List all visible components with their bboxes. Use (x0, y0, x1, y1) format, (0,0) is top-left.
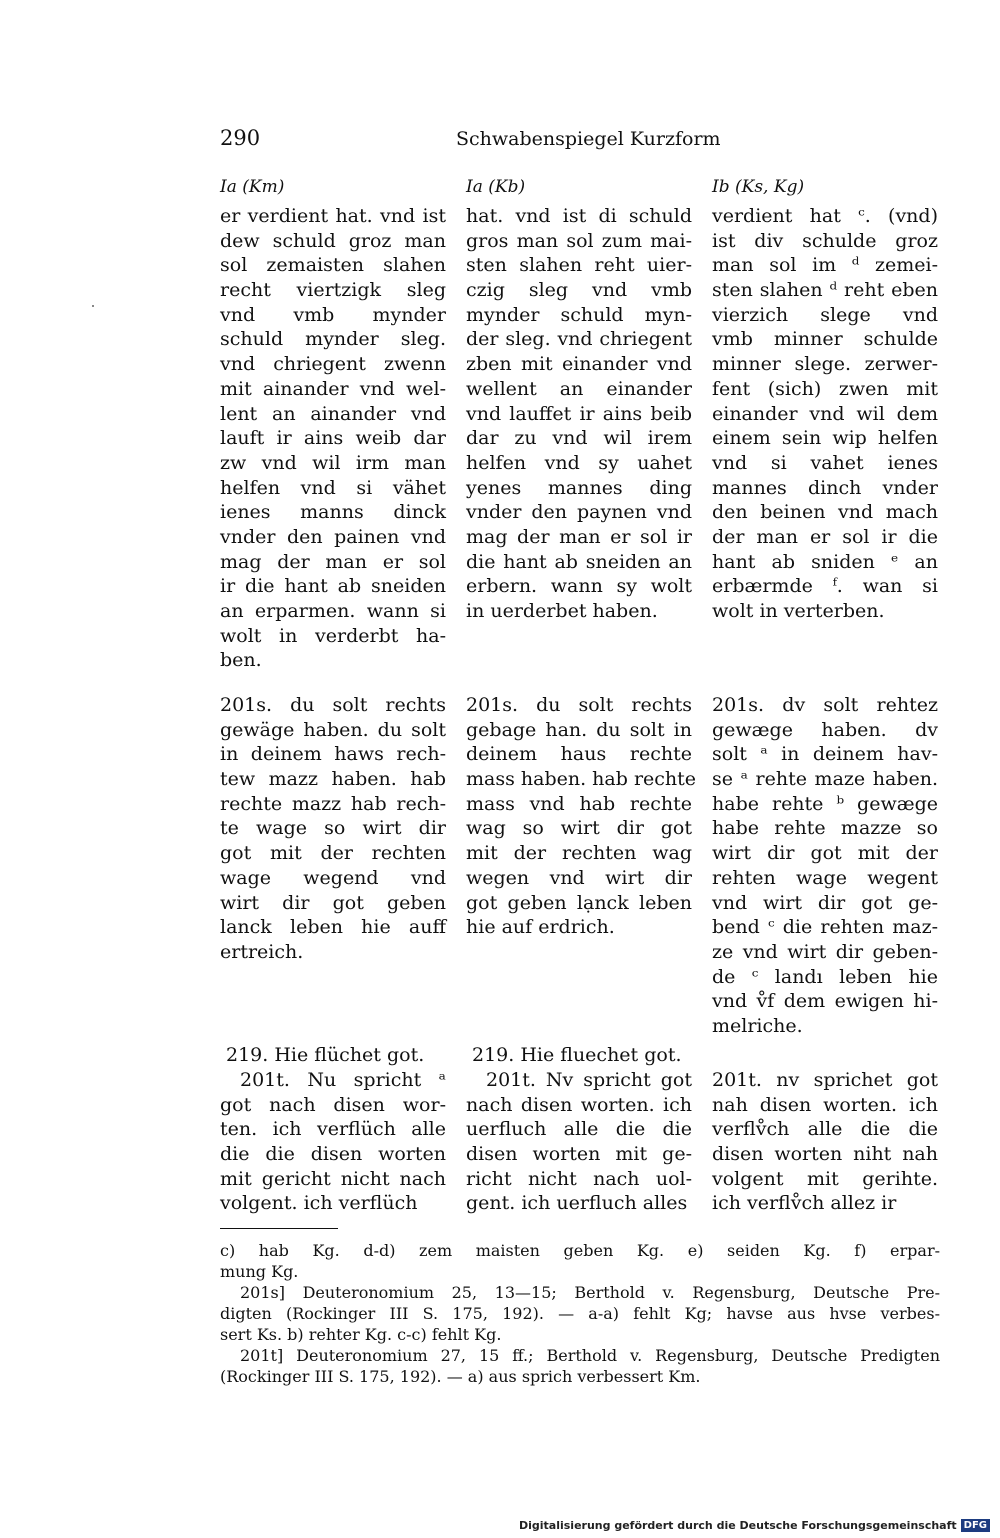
text-line: de ᶜ landı leben hie (712, 965, 938, 988)
section-heading-219 (220, 1043, 446, 1068)
text-line: ertreich. (220, 940, 304, 963)
text-line: sol zemaisten slahen (220, 254, 446, 277)
text-line: wellent an einander (466, 377, 692, 400)
text-line: volgent mit gerihte. (712, 1167, 938, 1190)
text-line: ist div schulde groz (712, 229, 938, 252)
text-line: ze vnd wirt dir geben- (712, 940, 938, 963)
footnote-line: c) hab Kg. d-d) zem maisten geben Kg. e) seiden Kg. f) erpar- (220, 1241, 940, 1260)
running-title: Schwabenspiegel Kurzform (456, 128, 721, 150)
text-line: den beinen vnd mach (712, 501, 938, 524)
text-line: ienes manns dinck (220, 501, 446, 524)
dfg-logo: DFG (961, 1519, 990, 1532)
text-line: czig sleg vnd vmb (466, 279, 692, 302)
text-line: gebage han. du solt in (466, 718, 692, 741)
text-line: mit gericht nicht nach (220, 1167, 446, 1190)
column-3-section-201t (712, 1068, 938, 1216)
column-3-section-201s (712, 693, 938, 1039)
text-line: vmb minner schulde (712, 328, 938, 351)
text-line: verdient hat ᶜ. (vnd) (712, 205, 938, 227)
text-line: vierzich slege vnd (712, 303, 938, 326)
text-line: wirt dir got mit der (712, 842, 938, 865)
text-line: mynder schuld myn- (466, 303, 692, 326)
text-line: solt ᵃ in deinem hav- (712, 743, 938, 766)
credit-text: Digitalisierung gefördert durch die Deutsche Forschungsgemeinschaft (518, 1519, 957, 1532)
text-line: lent an ainander vnd (220, 402, 446, 425)
column-1-section-201t (220, 1068, 446, 1216)
text-line: mit ainander vnd wel- (220, 377, 446, 400)
text-line: an erparmen. wann si (220, 600, 446, 622)
text-line: wage wegend vnd (220, 866, 446, 889)
text-line: ben. (220, 649, 262, 672)
column-heading: Ib (Ks, Kg) (712, 177, 805, 197)
column-2-section-201t (466, 1068, 692, 1216)
footnotes (220, 1240, 940, 1387)
page-header (220, 126, 940, 156)
footnote-line: mung Kg. (220, 1262, 299, 1281)
text-line: got nach disen wor- (220, 1093, 446, 1116)
text-line: se ᵃ rehte maze haben. (712, 768, 938, 791)
column-1-section-201s (220, 693, 446, 965)
text-line: mass vnd hab rechte (466, 792, 692, 815)
text-line: erbærmde ᶠ. wan si (712, 575, 938, 598)
text-line: habe rehte ᵇ gewæge (712, 792, 938, 815)
footnote-line: sert Ks. b) rehter Kg. c-c) fehlt Kg. (220, 1325, 502, 1344)
text-line: vnd si vahet ienes (712, 451, 938, 474)
text-line: tew mazz haben. hab (220, 768, 446, 791)
text-line: hant ab sniden ᵉ an (712, 550, 938, 573)
text-line: gros man sol zum mai- (466, 229, 692, 252)
text-line: gewæge haben. dv (712, 718, 938, 741)
text-line: zw vnd wil irm man (220, 451, 446, 474)
text-line: er verdient hat. vnd ist (220, 205, 446, 227)
page-number: 290 (220, 126, 261, 150)
text-line: wolt in verderbt ha- (220, 624, 446, 647)
text-line: der sleg. vnd chriegent (466, 328, 692, 351)
text-line: mag der man er sol (220, 550, 446, 573)
text-line: 201t. nv sprichet got (712, 1069, 938, 1091)
text-line: mannes dinch vnder (712, 476, 938, 499)
text-line: hie auf erdrich. (466, 916, 615, 939)
text-line: hat. vnd ist di schuld (466, 205, 692, 227)
text-line: volgent. ich verflüch (220, 1192, 418, 1215)
column-1-text-block (220, 204, 446, 673)
text-line: die die disen worten (220, 1143, 446, 1166)
text-line: got mit der rechten (220, 842, 446, 865)
text-line: vnd vmb mynder (220, 303, 446, 326)
text-line: vnder den paynen vnd (466, 501, 692, 524)
text-line: mass haben. hab rechte (466, 768, 697, 791)
text-line: wag so wirt dir got (466, 817, 692, 840)
text-line: minner slege. zerwer- (712, 353, 938, 376)
text-line: die hant ab sneiden an (466, 550, 692, 573)
text-line: in deinem haws rech- (220, 743, 446, 766)
text-line: gewäge haben. du solt (220, 718, 446, 741)
text-line: in uerderbet haben. (466, 600, 658, 622)
text-line: disen worten mit ge- (466, 1143, 692, 1166)
text-line: ir die hant ab sneiden (220, 575, 446, 598)
text-line: nach disen worten. ich (466, 1093, 692, 1116)
text-line: 201s. du solt rechts (466, 694, 692, 716)
text-line: mag der man er sol ir (466, 525, 692, 548)
text-line: helfen vnd sy uahet (466, 451, 692, 474)
text-line: wegen vnd wirt dir (466, 866, 692, 889)
text-line: rechte mazz hab rech- (220, 792, 446, 815)
column-2-text-block (466, 204, 692, 624)
text-line: fent (sich) zwen mit (712, 377, 938, 400)
section-heading: 219. Hie fluechet got. (472, 1044, 682, 1066)
text-line: lanck leben hie auff (220, 916, 446, 939)
text-line: vnd chriegent zwenn (220, 353, 446, 376)
text-line: deinem haus rechte (466, 743, 692, 766)
text-line: nah disen worten. ich (712, 1093, 938, 1116)
text-line: der man er sol ir die (712, 525, 938, 548)
text-line: vnd wirt dir got ge- (712, 891, 938, 914)
text-line: wirt dir got geben (220, 891, 446, 914)
text-line: got geben lạnck leben (466, 891, 692, 914)
text-line: 201s. dv solt rehtez (712, 694, 938, 716)
footnote-line: digten (Rockinger III S. 175, 192). — a-a) fehlt Kg; havse aus hvse verbes- (220, 1304, 940, 1323)
footnote-rule (220, 1228, 338, 1229)
text-line: dar zu vnd wil irem (466, 427, 692, 450)
digitization-credit (519, 1519, 990, 1532)
section-heading: 219. Hie flüchet got. (226, 1044, 425, 1066)
text-line: richt nicht nach uol- (466, 1167, 692, 1190)
text-line: wolt in verterben. (712, 600, 885, 622)
footnote-line: 201s] Deuteronomium 25, 13—15; Berthold v. Regensburg, Deutsche Pre- (240, 1283, 940, 1302)
footnote-line: 201t] Deuteronomium 27, 15 ff.; Berthold v. Regensburg, Deutsche Predigten (240, 1346, 940, 1365)
text-line: rehten wage wegent (712, 866, 938, 889)
text-line: man sol im ᵈ zemei- (712, 254, 938, 277)
text-line: habe rehte mazze so (712, 817, 938, 840)
text-line: schuld mynder sleg. (220, 328, 446, 351)
text-line: vnd v̊f dem ewigen hi- (712, 990, 938, 1013)
text-line: yenes mannes ding (466, 476, 692, 499)
text-line: recht viertzigk sleg (220, 279, 446, 302)
scan-speck (92, 305, 94, 307)
text-line: zben mit einander vnd (466, 353, 692, 376)
column-3-text-block (712, 204, 938, 624)
text-line: einander vnd wil dem (712, 402, 938, 425)
text-line: sten slahen ᵈ reht eben (712, 279, 938, 302)
text-line: helfen vnd si vähet (220, 476, 446, 499)
footnote-line: (Rockinger III S. 175, 192). — a) aus sprich verbessert Km. (220, 1367, 701, 1386)
text-line: vnd lauffet ir ains beib (466, 402, 692, 425)
text-line: disen worten niht nah (712, 1143, 938, 1166)
text-line: vnder den painen vnd (220, 525, 446, 548)
text-line: ich verflv̊ch allez ir (712, 1192, 897, 1215)
text-line: lauft ir ains weib dar (220, 427, 446, 450)
column-heading: Ia (Kb) (466, 177, 526, 197)
text-line: mit der rechten wag (466, 842, 692, 865)
text-line: melriche. (712, 1014, 803, 1037)
column-2-section-201s (466, 693, 697, 940)
text-line: dew schuld groz man (220, 229, 446, 252)
section-heading-219 (466, 1043, 692, 1068)
text-line: gent. ich uerfluch alles (466, 1192, 688, 1215)
text-line: 201t. Nv spricht got (486, 1069, 692, 1091)
text-line: ten. ich verflüch alle (220, 1118, 446, 1141)
text-line: erbern. wann sy wolt (466, 575, 692, 598)
column-heading: Ia (Km) (220, 177, 285, 197)
text-line: 201s. du solt rechts (220, 694, 446, 716)
text-line: sten slahen reht uier- (466, 254, 692, 277)
text-line: 201t. Nu spricht ᵃ (240, 1069, 446, 1091)
text-line: te wage so wirt dir (220, 817, 446, 840)
text-line: einem sein wip helfen (712, 427, 938, 450)
text-line: uerfluch alle die die (466, 1118, 692, 1141)
text-line: verflv̊ch alle die die (712, 1118, 938, 1141)
text-line: bend ᶜ die rehten maz- (712, 916, 938, 939)
